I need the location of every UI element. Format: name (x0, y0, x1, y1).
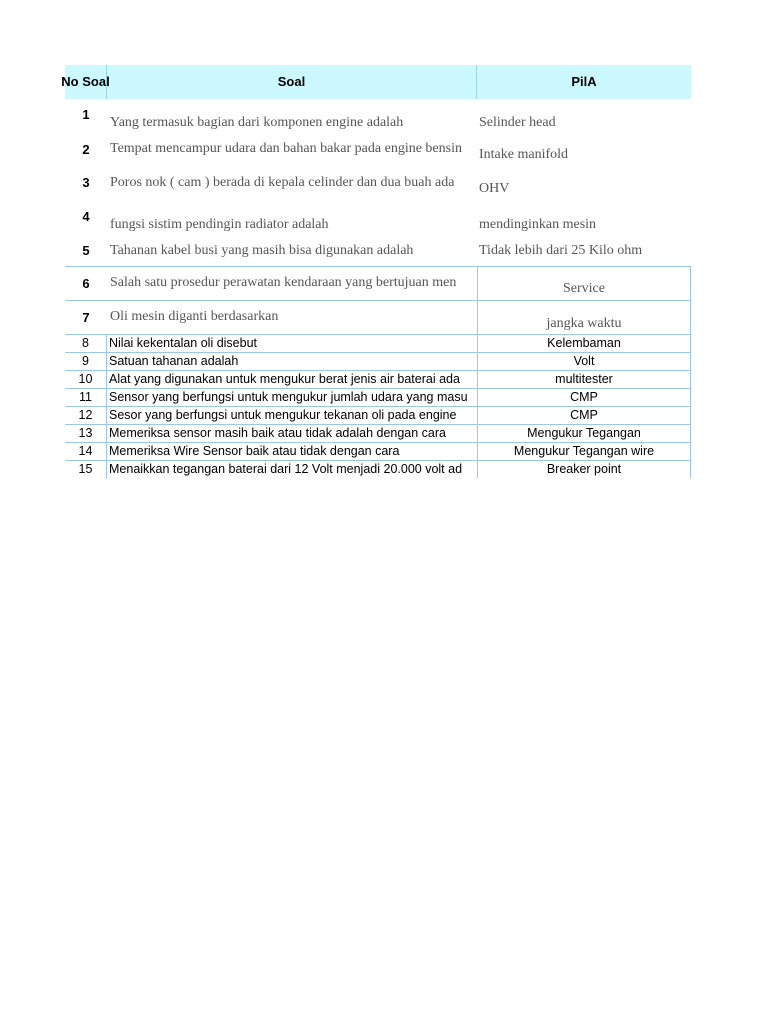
row-answer: jangka waktu (477, 300, 691, 334)
row-number: 9 (65, 352, 107, 370)
row-question: Satuan tahanan adalah (107, 352, 477, 370)
row-number: 1 (82, 107, 90, 122)
row-question: Salah satu prosedur perawatan kendaraan yang bertujuan men (107, 266, 477, 300)
row-answer: Kelembaman (477, 334, 691, 352)
row-number: 11 (65, 388, 107, 406)
row-answer: Volt (477, 352, 691, 370)
row-answer: Breaker point (477, 460, 691, 478)
row-question: fungsi sistim pendingin radiator adalah (110, 217, 329, 232)
row-question: Sensor yang berfungsi untuk mengukur jumlah udara yang masu (107, 388, 477, 406)
table-row (65, 370, 691, 388)
row-answer: Tidak lebih dari 25 Kilo ohm (479, 243, 643, 258)
table-row (65, 237, 691, 266)
header-soal: Soal (107, 65, 477, 99)
row-answer: Intake manifold (479, 147, 569, 162)
answer-sheet-table (61, 65, 691, 478)
row-number: 7 (65, 300, 107, 334)
row-number: 12 (65, 406, 107, 424)
table-row (65, 406, 691, 424)
table-row (65, 442, 691, 460)
row-answer: multitester (477, 370, 691, 388)
row-question: Nilai kekentalan oli disebut (107, 334, 477, 352)
row-answer: Service (477, 266, 691, 300)
table-row (65, 266, 691, 300)
row-number: 6 (65, 266, 107, 300)
row-answer: Selinder head (479, 115, 556, 130)
table-header (61, 65, 691, 99)
row-answer: mendinginkan mesin (479, 217, 597, 232)
row-question: Tempat mencampur udara dan bahan bakar pada engine bensin (110, 141, 462, 156)
row-number: 3 (82, 175, 90, 190)
row-number: 5 (82, 243, 90, 258)
row-question: Menaikkan tegangan baterai dari 12 Volt menjadi 20.000 volt ad (107, 460, 477, 478)
table-row (65, 460, 691, 478)
table-row (65, 99, 691, 135)
row-number: 4 (82, 209, 90, 224)
row-question: Yang termasuk bagian dari komponen engine adalah (110, 115, 404, 130)
row-number: 8 (65, 334, 107, 352)
row-answer: CMP (477, 388, 691, 406)
row-number: 2 (82, 142, 90, 157)
row-number: 14 (65, 442, 107, 460)
row-question: Memeriksa sensor masih baik atau tidak adalah dengan cara (107, 424, 477, 442)
table-row (65, 334, 691, 352)
row-question: Poros nok ( cam ) berada di kepala celinder dan dua buah ada (110, 175, 455, 190)
table-row (65, 424, 691, 442)
row-question: Memeriksa Wire Sensor baik atau tidak dengan cara (107, 442, 477, 460)
row-number: 10 (65, 370, 107, 388)
table-row (65, 352, 691, 370)
table-row (65, 388, 691, 406)
row-question: Sesor yang berfungsi untuk mengukur tekanan oli pada engine (107, 406, 477, 424)
row-question: Tahanan kabel busi yang masih bisa digunakan adalah (110, 243, 414, 258)
row-question: Oli mesin diganti berdasarkan (107, 300, 477, 334)
table-row (65, 203, 691, 237)
header-no-soal: No Soal (65, 65, 107, 99)
row-answer: Mengukur Tegangan wire (477, 442, 691, 460)
row-question: Alat yang digunakan untuk mengukur berat jenis air baterai ada (107, 370, 477, 388)
row-number: 13 (65, 424, 107, 442)
row-answer: Mengukur Tegangan (477, 424, 691, 442)
header-pila: PilA (571, 74, 597, 89)
row-number: 15 (65, 460, 107, 478)
table-row (65, 300, 691, 334)
table-row (65, 169, 691, 203)
row-answer: OHV (479, 181, 510, 196)
row-answer: CMP (477, 406, 691, 424)
table-row (65, 135, 691, 169)
